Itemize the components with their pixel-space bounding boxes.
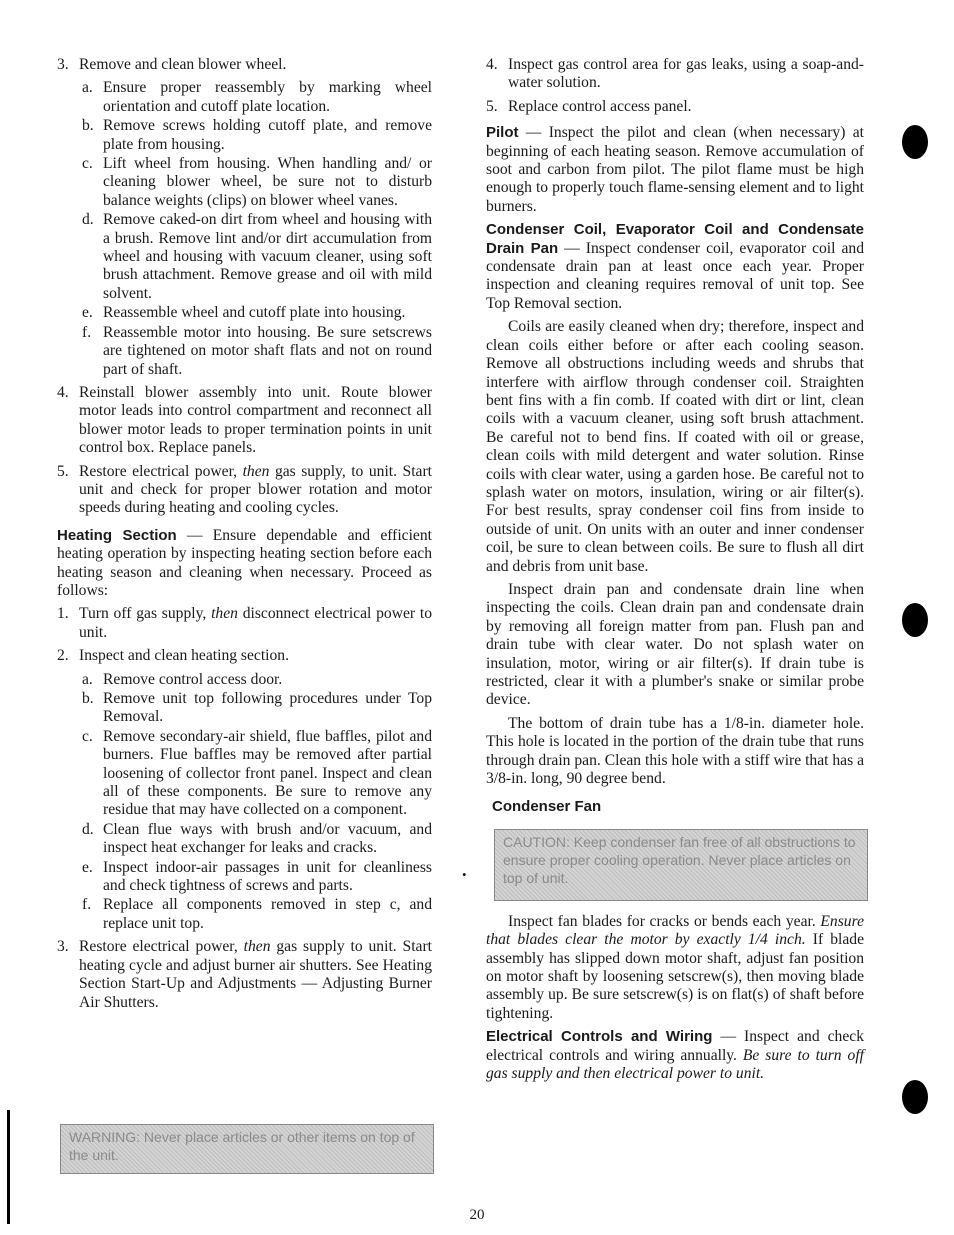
- item-text: Reassemble motor into housing. Be sure setscrews are tightened on motor shaft flats and not on round part of shaft.: [103, 323, 432, 378]
- sub-item: [57, 211, 432, 303]
- list-item: [57, 56, 432, 74]
- list-item: [486, 56, 864, 93]
- drain-tube-paragraph: The bottom of drain tube has a 1/8-in. diameter hole. This hole is located in the portion of the drain tube that runs through drain pan. Clean this hole with a stiff wire that has a 3/8-in. long, 90 degree bend.: [486, 714, 864, 788]
- fan-text-pre: Inspect fan blades for cracks or bends each year.: [508, 912, 821, 930]
- condenser-coil-heading: Condenser Coil, Evaporator Coil and Condensate Drain Pan: [486, 221, 864, 257]
- sub-item: [57, 728, 432, 820]
- item-letter: f.: [82, 323, 92, 341]
- item-text: Inspect gas control area for gas leaks, using a soap-and-water solution.: [508, 56, 864, 92]
- condenser-fan-paragraph: [486, 913, 864, 1023]
- item-text: Reinstall blower assembly into unit. Route blower motor leads into control compartment and reconnect all blower motor leads to proper termination points in unit control box. Replace panels.: [79, 383, 432, 457]
- fan-text-post: If blade assembly has slipped down motor shaft, adjust fan position on motor shaft by loosening setscrew(s), then moving blade assembly up. Be sure setscrew(s) is on flat(s) of shaft before tightening.: [486, 931, 865, 1022]
- heating-section-text: — Ensure dependable and efficient heating operation by inspecting heating section before each heating season and cleaning when necessary. Proceed as follows:: [57, 526, 432, 599]
- item-text-emphasis: then: [242, 462, 270, 480]
- list-item: [57, 938, 432, 1012]
- item-number: 2.: [57, 647, 69, 665]
- item-number: 5.: [486, 97, 498, 115]
- left-column: [57, 56, 432, 1017]
- sub-item: [57, 304, 432, 322]
- item-text-post: gas supply to unit. Start heating cycle and adjust burner air shutters. See Heating Section Start-Up and Adjustments — Adjusting Burner Air Shutters.: [79, 938, 432, 1011]
- item-letter: b.: [82, 117, 94, 135]
- item-text: Remove unit top following procedures under Top Removal.: [103, 690, 432, 726]
- caution-box: CAUTION: Keep condenser fan free of all obstructions to ensure proper cooling operation. Never place articles on top of unit.: [494, 829, 868, 901]
- item-letter: a.: [82, 79, 93, 97]
- item-text: Remove and clean blower wheel.: [79, 56, 287, 73]
- item-number: 4.: [57, 383, 69, 401]
- item-text: Lift wheel from housing. When handling and/ or cleaning blower wheel, be sure not to disturb balance weights (clips) on blower wheel vanes.: [103, 155, 432, 209]
- pilot-heading: Pilot: [486, 124, 519, 142]
- item-letter: e.: [82, 304, 93, 322]
- list-item: [57, 647, 432, 665]
- electrical-heading: Electrical Controls and Wiring: [486, 1028, 713, 1046]
- item-text: Remove control access door.: [103, 670, 283, 688]
- condenser-coil-text: — Inspect condenser coil, evaporator coil and condensate drain pan at least once each year. Proper inspection and cleaning requires removal of unit top. See Top Removal section.: [486, 239, 864, 312]
- pilot-text: — Inspect the pilot and clean (when necessary) at beginning of each heating season. Remove accumulation of soot and carbon from pilot. The pilot flame must be high enough to properly touch flame-sensing element and to light burners.: [486, 124, 864, 215]
- list-item: [57, 384, 432, 458]
- item-letter: a.: [82, 670, 93, 688]
- item-text: Remove screws holding cutoff plate, and remove plate from housing.: [103, 117, 432, 153]
- sub-item: [57, 79, 432, 116]
- sub-item: [57, 671, 432, 689]
- page-number: 20: [469, 1207, 485, 1223]
- item-text-pre: Restore electrical power,: [79, 938, 244, 956]
- binder-hole-mark: [902, 1080, 928, 1114]
- item-text: Replace control access panel.: [508, 97, 692, 115]
- item-letter: d.: [82, 211, 94, 229]
- item-text: Ensure proper reassembly by marking wheel orientation and cutoff plate location.: [103, 79, 432, 115]
- item-number: 3.: [57, 938, 69, 956]
- item-letter: f.: [82, 896, 92, 914]
- item-text: Remove caked-on dirt from wheel and housing with a brush. Remove lint and/or dirt accumulation from wheel and housing with vacuum cleaner, using soft brush attachment. Remove grease and oil with mild solvent.: [103, 211, 432, 302]
- item-text-post: gas supply, to unit. Start unit and check for proper blower rotation and motor speeds during heating and cooling cycles.: [79, 462, 432, 517]
- right-column: [486, 56, 864, 1089]
- item-letter: c.: [82, 727, 93, 745]
- sub-item: [57, 859, 432, 896]
- item-number: 5.: [57, 462, 69, 480]
- item-text-emphasis: then: [211, 605, 238, 623]
- item-number: 4.: [486, 56, 498, 73]
- item-number: 3.: [57, 56, 69, 73]
- item-text-post: disconnect electrical power to unit.: [79, 605, 432, 641]
- item-text: Replace all components removed in step c, and replace unit top.: [103, 896, 432, 932]
- item-text: Inspect and clean heating section.: [79, 647, 289, 665]
- item-text: Remove secondary-air shield, flue baffles, pilot and burners. Flue baffles may be removed after partial loosening of collector front panel. Inspect and clean all of these components. Be sure to remove any residue that may have collected on a component.: [103, 727, 432, 819]
- warning-box: WARNING: Never place articles or other items on top of the unit.: [60, 1124, 434, 1174]
- fan-text-emphasis: Ensure that blades clear the motor by exactly 1/4 inch.: [486, 912, 864, 949]
- electrical-emphasis: Be sure to turn off gas supply and then electrical power to unit.: [486, 1046, 864, 1083]
- electrical-text: — Inspect and check electrical controls and wiring annually.: [486, 1028, 864, 1064]
- item-text-pre: Turn off gas supply,: [79, 605, 212, 623]
- sub-item: [57, 117, 432, 154]
- item-text-pre: Restore electrical power,: [79, 462, 243, 480]
- item-letter: d.: [82, 820, 94, 838]
- binder-hole-mark: [902, 125, 928, 159]
- coil-cleaning-paragraph: Coils are easily cleaned when dry; therefore, inspect and clean coils either before or after each cooling season. Remove all obstructions including weeds and shrubs that interfere with airflow through condenser coil. Straighten bent fins with a fin comb. If coated with dirt or lint, clean coils with a vacuum cleaner, using soft brush attachment. Be careful not to bend fins. If coated with oil or grease, clean coils with mild detergent and water solution. Rinse coils with clear water, using a garden hose. Be careful not to splash water on motors, insulation, wiring or air filter(s). For best results, spray condenser coil fins from inside to outside of unit. On units with an outer and inner condenser coil, be sure to clean between coils. Be sure to flush all dirt and debris from unit base.: [486, 318, 864, 575]
- item-text-emphasis: then: [243, 938, 271, 956]
- list-item: [57, 463, 432, 518]
- item-number: 1.: [57, 605, 69, 623]
- list-item: [57, 605, 432, 642]
- item-letter: c.: [82, 155, 93, 173]
- item-text: Reassemble wheel and cutoff plate into housing.: [103, 304, 406, 322]
- sub-item: [57, 324, 432, 379]
- binder-hole-mark: [902, 603, 928, 637]
- item-letter: e.: [82, 858, 93, 876]
- heating-section-heading: Heating Section: [57, 526, 177, 544]
- condenser-coil-paragraph: [486, 221, 864, 313]
- item-letter: b.: [82, 690, 94, 707]
- list-item: [486, 98, 864, 116]
- electrical-paragraph: [486, 1028, 864, 1083]
- heating-section-paragraph: [57, 527, 432, 601]
- drain-pan-paragraph: Inspect drain pan and condensate drain line when inspecting the coils. Clean drain pan and condensate drain by removing all foreign matter from pan. Flush pan and drain tube with clear water. Do not splash water on insulation, motor, wiring or air filter(s). If drain tube is restricted, clear it with a plumber's snake or similar probe device.: [486, 580, 864, 709]
- sub-item: [57, 896, 432, 933]
- sub-item: [57, 155, 432, 210]
- condenser-fan-heading: Condenser Fan: [492, 798, 602, 816]
- item-text: Inspect indoor-air passages in unit for cleanliness and check tightness of screws and parts.: [103, 858, 432, 895]
- margin-tick-mark: •: [462, 867, 467, 882]
- sub-item: [57, 690, 432, 727]
- item-text: Clean flue ways with brush and/or vacuum, and inspect heat exchanger for leaks and cracks.: [103, 820, 432, 857]
- pilot-paragraph: [486, 124, 864, 216]
- sub-item: [57, 821, 432, 858]
